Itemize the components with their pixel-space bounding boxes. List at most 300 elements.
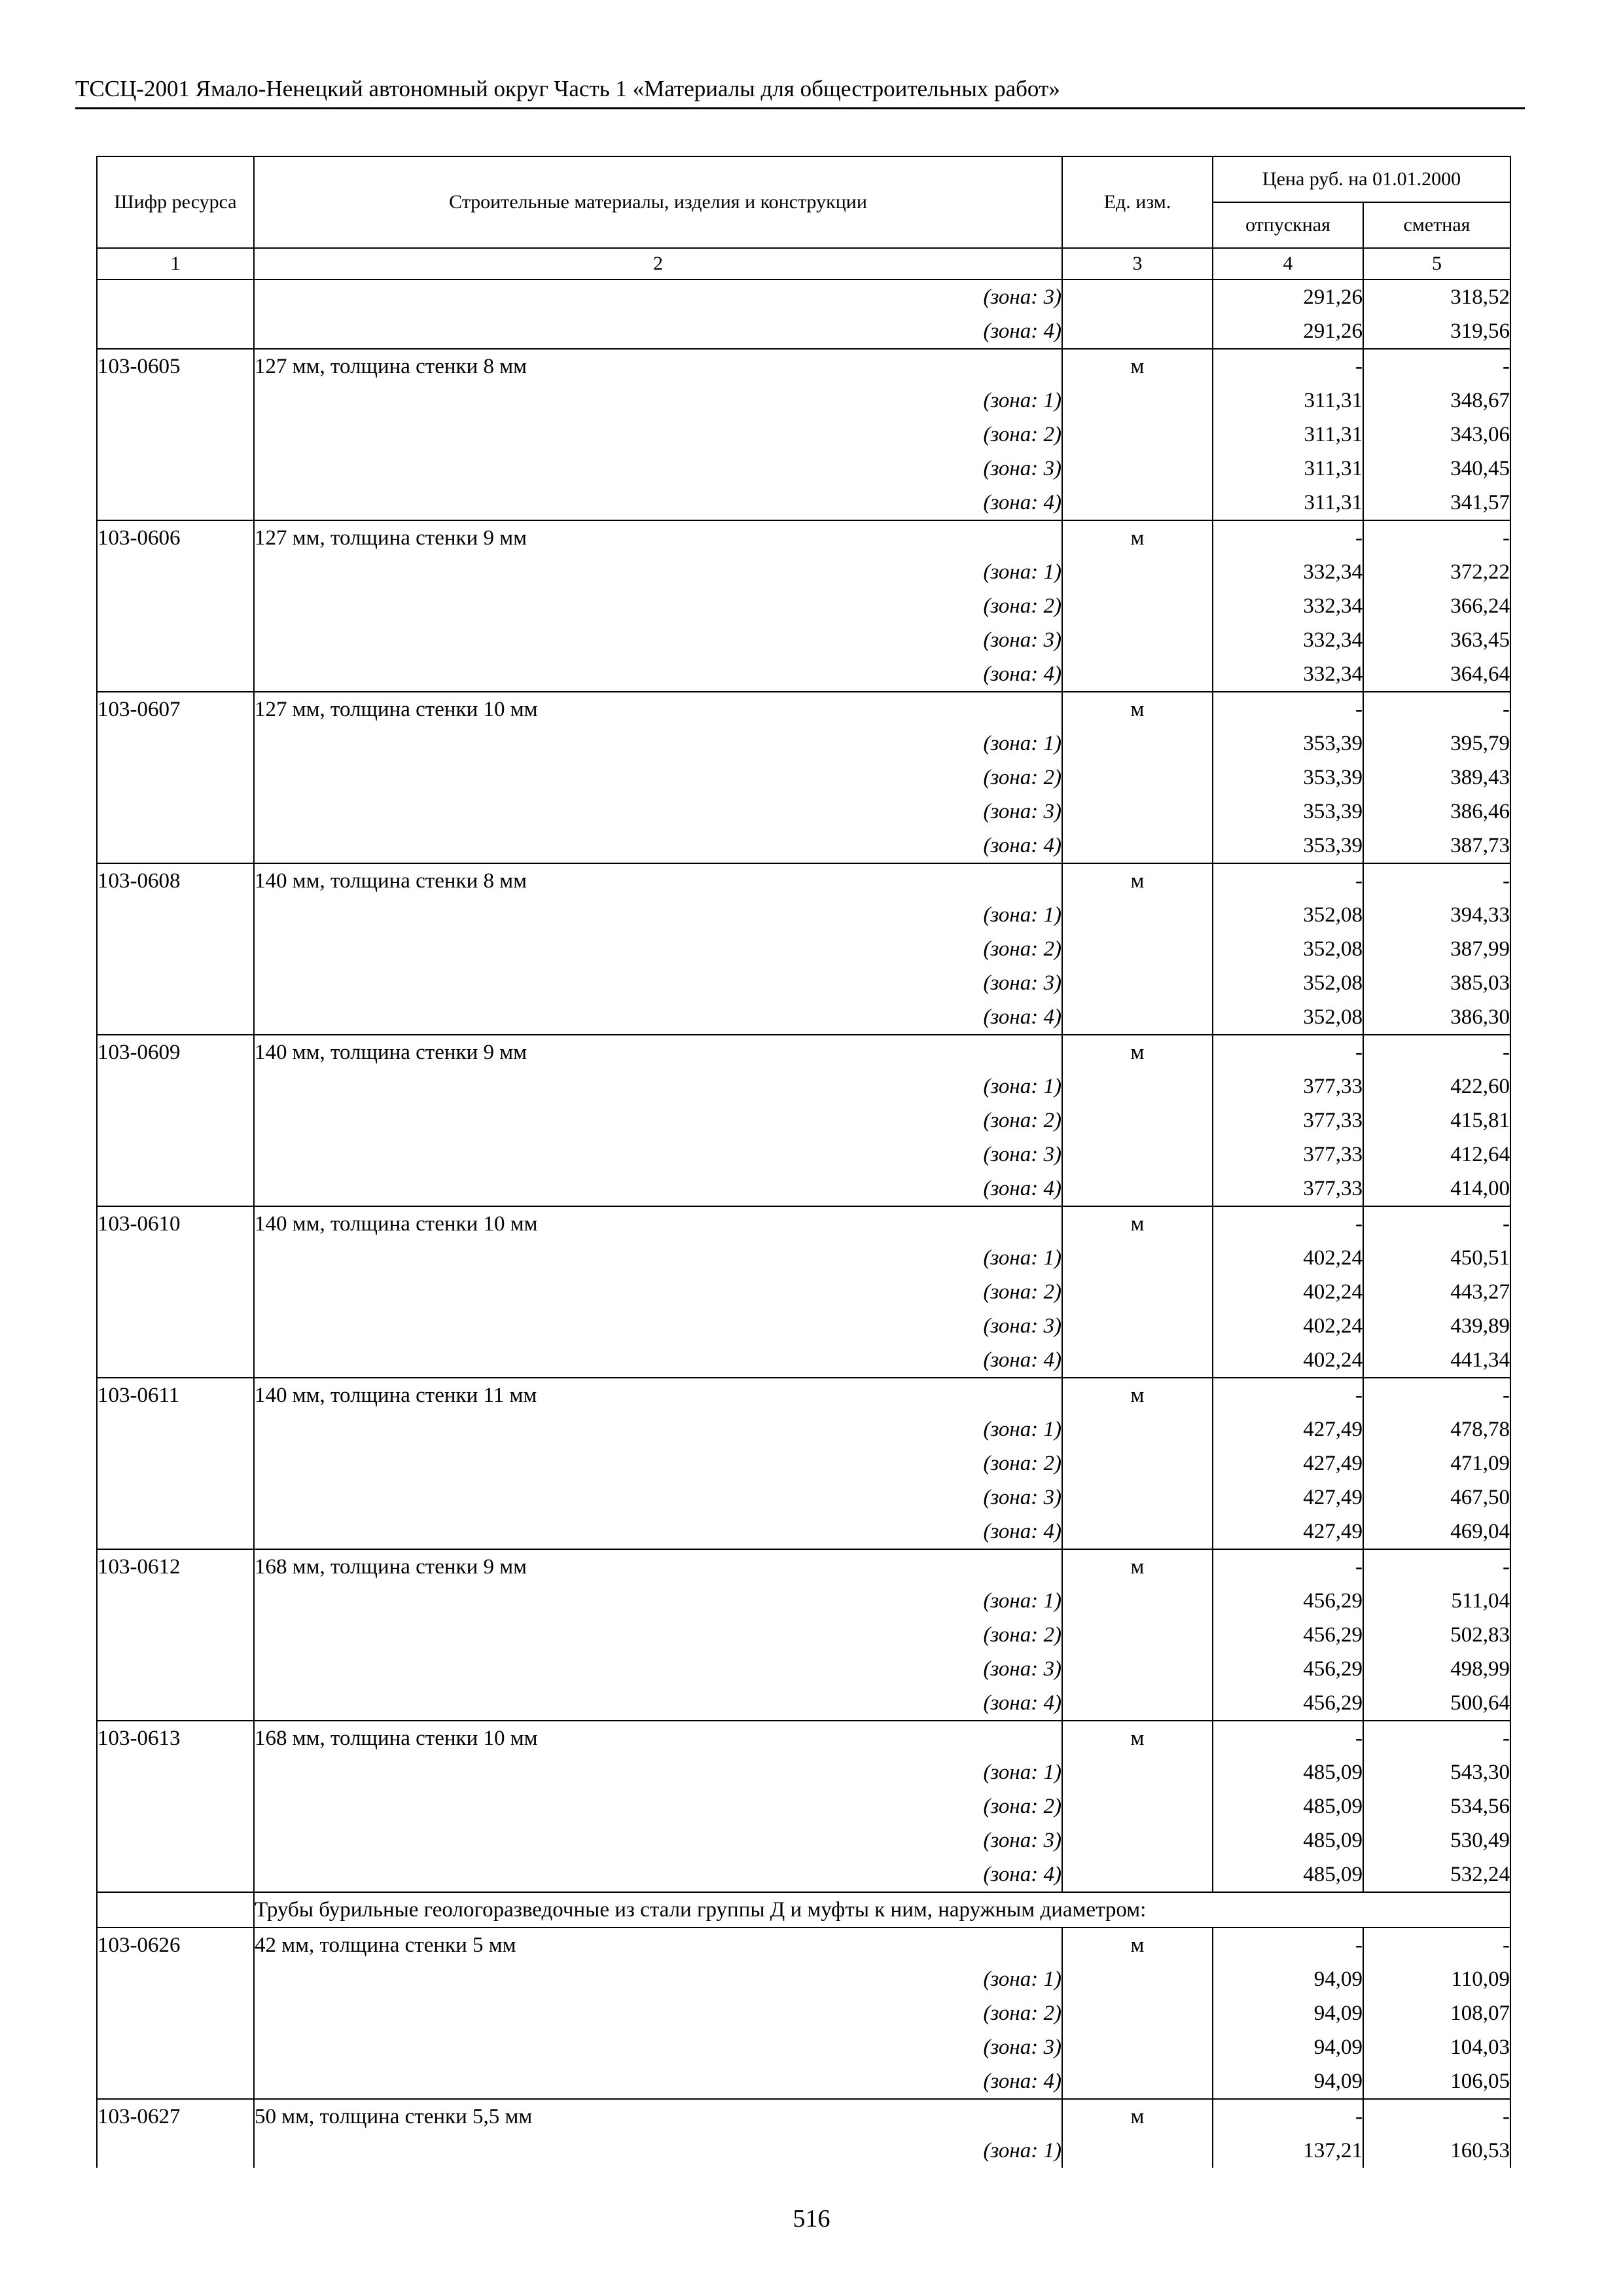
table-row <box>97 1309 1510 1343</box>
zone-label: (зона: 2) <box>254 1446 1062 1480</box>
estimate-price: 422,60 <box>1363 1069 1510 1103</box>
release-price: 94,09 <box>1213 2030 1363 2064</box>
table-row <box>97 2099 1510 2134</box>
estimate-price: 412,64 <box>1363 1138 1510 1172</box>
release-price: 332,34 <box>1213 555 1363 589</box>
table-row <box>97 1721 1510 1755</box>
estimate-price: 385,03 <box>1363 966 1510 1000</box>
estimate-price: 348,67 <box>1363 384 1510 418</box>
col-header-unit: Ед. изм. <box>1062 156 1213 248</box>
release-price: - <box>1213 349 1363 384</box>
resource-code <box>97 1241 254 1275</box>
release-price: 402,24 <box>1213 1343 1363 1378</box>
release-price: 353,39 <box>1213 829 1363 863</box>
zone-label: (зона: 3) <box>254 1823 1062 1857</box>
resource-code <box>97 314 254 349</box>
release-price: - <box>1213 863 1363 898</box>
zone-label: (зона: 3) <box>254 2030 1062 2064</box>
unit <box>1062 2030 1213 2064</box>
zone-label: (зона: 2) <box>254 1103 1062 1138</box>
unit <box>1062 314 1213 349</box>
table-body <box>97 279 1510 2168</box>
resource-code: 103-0613 <box>97 1721 254 1755</box>
release-price: 353,39 <box>1213 726 1363 761</box>
unit <box>1062 1343 1213 1378</box>
resource-code <box>97 452 254 486</box>
release-price: 456,29 <box>1213 1686 1363 1721</box>
estimate-price: 415,81 <box>1363 1103 1510 1138</box>
release-price: 456,29 <box>1213 1652 1363 1686</box>
col-header-release: отпускная <box>1213 202 1363 248</box>
resource-code: 103-0626 <box>97 1928 254 1962</box>
estimate-price: - <box>1363 863 1510 898</box>
unit <box>1062 898 1213 932</box>
material-name: 50 мм, толщина стенки 5,5 мм <box>254 2099 1062 2134</box>
material-name: 168 мм, толщина стенки 9 мм <box>254 1549 1062 1584</box>
release-price: 94,09 <box>1213 1996 1363 2030</box>
table-row <box>97 1378 1510 1412</box>
release-price: 485,09 <box>1213 1857 1363 1892</box>
unit: м <box>1062 692 1213 726</box>
resource-code <box>97 2030 254 2064</box>
release-price: 94,09 <box>1213 1962 1363 1996</box>
unit: м <box>1062 349 1213 384</box>
unit <box>1062 1275 1213 1309</box>
section-row <box>97 1892 1510 1928</box>
release-price: 94,09 <box>1213 2064 1363 2099</box>
resource-code: 103-0611 <box>97 1378 254 1412</box>
unit <box>1062 795 1213 829</box>
release-price: 352,08 <box>1213 1000 1363 1035</box>
zone-label: (зона: 4) <box>254 314 1062 349</box>
table-row <box>97 2134 1510 2168</box>
col-header-estimate: сметная <box>1363 202 1510 248</box>
resource-code: 103-0612 <box>97 1549 254 1584</box>
resource-code <box>97 1515 254 1549</box>
unit <box>1062 1686 1213 1721</box>
estimate-price: 386,30 <box>1363 1000 1510 1035</box>
resource-code: 103-0609 <box>97 1035 254 1069</box>
estimate-price: - <box>1363 1378 1510 1412</box>
material-name: 140 мм, толщина стенки 10 мм <box>254 1206 1062 1241</box>
table-row <box>97 898 1510 932</box>
resource-code <box>97 1755 254 1789</box>
unit <box>1062 1584 1213 1618</box>
resource-code <box>97 898 254 932</box>
release-price: 456,29 <box>1213 1618 1363 1652</box>
table-row <box>97 1823 1510 1857</box>
release-price: 353,39 <box>1213 795 1363 829</box>
release-price: 311,31 <box>1213 418 1363 452</box>
resource-code <box>97 1103 254 1138</box>
unit <box>1062 2134 1213 2168</box>
unit <box>1062 1515 1213 1549</box>
resource-code <box>97 1962 254 1996</box>
zone-label: (зона: 4) <box>254 1515 1062 1549</box>
release-price: 402,24 <box>1213 1275 1363 1309</box>
col-number: 3 <box>1062 248 1213 279</box>
table-row <box>97 829 1510 863</box>
material-name: 140 мм, толщина стенки 8 мм <box>254 863 1062 898</box>
table-row <box>97 1412 1510 1446</box>
resource-code <box>97 1652 254 1686</box>
resource-code <box>97 1309 254 1343</box>
table-row <box>97 1103 1510 1138</box>
release-price: 485,09 <box>1213 1789 1363 1823</box>
zone-label: (зона: 4) <box>254 657 1062 692</box>
resource-code <box>97 795 254 829</box>
resource-code <box>97 1996 254 2030</box>
release-price: 332,34 <box>1213 657 1363 692</box>
estimate-price: 386,46 <box>1363 795 1510 829</box>
estimate-price: 160,53 <box>1363 2134 1510 2168</box>
table-row <box>97 1996 1510 2030</box>
section-code-cell <box>97 1892 254 1928</box>
release-price: 427,49 <box>1213 1412 1363 1446</box>
release-price: 291,26 <box>1213 279 1363 314</box>
zone-label: (зона: 4) <box>254 829 1062 863</box>
page-number: 516 <box>793 2205 830 2233</box>
resource-code <box>97 1480 254 1515</box>
release-price: 427,49 <box>1213 1515 1363 1549</box>
zone-label: (зона: 3) <box>254 279 1062 314</box>
unit <box>1062 1000 1213 1035</box>
resource-code <box>97 966 254 1000</box>
unit: м <box>1062 1721 1213 1755</box>
unit <box>1062 1241 1213 1275</box>
table-row <box>97 966 1510 1000</box>
resource-code <box>97 2134 254 2168</box>
resource-code <box>97 1069 254 1103</box>
table-row <box>97 623 1510 657</box>
zone-label: (зона: 3) <box>254 452 1062 486</box>
unit <box>1062 1755 1213 1789</box>
release-price: 311,31 <box>1213 452 1363 486</box>
resource-code <box>97 1686 254 1721</box>
release-price: 311,31 <box>1213 486 1363 520</box>
unit <box>1062 1789 1213 1823</box>
zone-label: (зона: 2) <box>254 589 1062 623</box>
zone-label: (зона: 1) <box>254 1241 1062 1275</box>
unit: м <box>1062 1928 1213 1962</box>
resource-code: 103-0610 <box>97 1206 254 1241</box>
estimate-price: - <box>1363 520 1510 555</box>
table-row <box>97 1206 1510 1241</box>
zone-label: (зона: 1) <box>254 1069 1062 1103</box>
estimate-price: 532,24 <box>1363 1857 1510 1892</box>
table-row <box>97 863 1510 898</box>
release-price: 377,33 <box>1213 1138 1363 1172</box>
resource-code <box>97 1584 254 1618</box>
table-row <box>97 761 1510 795</box>
zone-label: (зона: 3) <box>254 795 1062 829</box>
table-row <box>97 1652 1510 1686</box>
page-header: ТССЦ-2001 Ямало-Ненецкий автономный округ Часть 1 «Материалы для общестроительных работ» <box>75 73 1525 109</box>
estimate-price: 372,22 <box>1363 555 1510 589</box>
price-table <box>96 156 1511 2168</box>
estimate-price: 500,64 <box>1363 1686 1510 1721</box>
release-price: 332,34 <box>1213 623 1363 657</box>
unit: м <box>1062 520 1213 555</box>
release-price: - <box>1213 1378 1363 1412</box>
resource-code <box>97 486 254 520</box>
unit <box>1062 555 1213 589</box>
unit <box>1062 1412 1213 1446</box>
resource-code <box>97 1823 254 1857</box>
zone-label: (зона: 2) <box>254 1618 1062 1652</box>
release-price: - <box>1213 1035 1363 1069</box>
zone-label: (зона: 4) <box>254 1686 1062 1721</box>
table-row <box>97 1686 1510 1721</box>
unit <box>1062 829 1213 863</box>
table-row <box>97 279 1510 314</box>
resource-code <box>97 932 254 966</box>
material-name: 42 мм, толщина стенки 5 мм <box>254 1928 1062 1962</box>
table-row <box>97 555 1510 589</box>
resource-code <box>97 1446 254 1480</box>
table-row <box>97 1857 1510 1892</box>
release-price: 402,24 <box>1213 1309 1363 1343</box>
zone-label: (зона: 2) <box>254 1789 1062 1823</box>
unit <box>1062 1138 1213 1172</box>
material-name: 127 мм, толщина стенки 9 мм <box>254 520 1062 555</box>
estimate-price: 543,30 <box>1363 1755 1510 1789</box>
table-row <box>97 1962 1510 1996</box>
estimate-price: 502,83 <box>1363 1618 1510 1652</box>
table-row <box>97 1069 1510 1103</box>
zone-label: (зона: 1) <box>254 898 1062 932</box>
estimate-price: - <box>1363 349 1510 384</box>
table-row <box>97 1480 1510 1515</box>
release-price: - <box>1213 1549 1363 1584</box>
unit <box>1062 1996 1213 2030</box>
resource-code <box>97 589 254 623</box>
unit <box>1062 1618 1213 1652</box>
col-header-code: Шифр ресурса <box>97 156 254 248</box>
material-name: 140 мм, толщина стенки 9 мм <box>254 1035 1062 1069</box>
table-row <box>97 1035 1510 1069</box>
unit <box>1062 1309 1213 1343</box>
release-price: - <box>1213 2099 1363 2134</box>
zone-label: (зона: 4) <box>254 1000 1062 1035</box>
zone-label: (зона: 2) <box>254 932 1062 966</box>
estimate-price: 439,89 <box>1363 1309 1510 1343</box>
resource-code <box>97 555 254 589</box>
table-row <box>97 1789 1510 1823</box>
material-name: 168 мм, толщина стенки 10 мм <box>254 1721 1062 1755</box>
unit <box>1062 589 1213 623</box>
estimate-price: 441,34 <box>1363 1343 1510 1378</box>
zone-label: (зона: 2) <box>254 1996 1062 2030</box>
col-number: 5 <box>1363 248 1510 279</box>
resource-code <box>97 761 254 795</box>
release-price: 352,08 <box>1213 966 1363 1000</box>
table-row <box>97 692 1510 726</box>
estimate-price: 471,09 <box>1363 1446 1510 1480</box>
col-number: 4 <box>1213 248 1363 279</box>
table-row <box>97 1584 1510 1618</box>
unit: м <box>1062 1549 1213 1584</box>
resource-code: 103-0607 <box>97 692 254 726</box>
zone-label: (зона: 3) <box>254 1480 1062 1515</box>
estimate-price: 534,56 <box>1363 1789 1510 1823</box>
estimate-price: 498,99 <box>1363 1652 1510 1686</box>
table-row <box>97 1755 1510 1789</box>
resource-code <box>97 1172 254 1206</box>
release-price: 485,09 <box>1213 1755 1363 1789</box>
col-number: 1 <box>97 248 254 279</box>
unit <box>1062 726 1213 761</box>
estimate-price: 340,45 <box>1363 452 1510 486</box>
table-row <box>97 1343 1510 1378</box>
release-price: 427,49 <box>1213 1480 1363 1515</box>
estimate-price: 319,56 <box>1363 314 1510 349</box>
resource-code <box>97 1343 254 1378</box>
estimate-price: 387,99 <box>1363 932 1510 966</box>
zone-label: (зона: 2) <box>254 418 1062 452</box>
estimate-price: - <box>1363 1549 1510 1584</box>
zone-label: (зона: 4) <box>254 1857 1062 1892</box>
resource-code <box>97 1618 254 1652</box>
table-row <box>97 1618 1510 1652</box>
unit <box>1062 279 1213 314</box>
estimate-price: 478,78 <box>1363 1412 1510 1446</box>
table-row <box>97 418 1510 452</box>
estimate-price: 343,06 <box>1363 418 1510 452</box>
estimate-price: 469,04 <box>1363 1515 1510 1549</box>
zone-label: (зона: 3) <box>254 623 1062 657</box>
table-row <box>97 1000 1510 1035</box>
release-price: - <box>1213 692 1363 726</box>
zone-label: (зона: 4) <box>254 1172 1062 1206</box>
release-price: 353,39 <box>1213 761 1363 795</box>
zone-label: (зона: 1) <box>254 1962 1062 1996</box>
zone-label: (зона: 4) <box>254 486 1062 520</box>
resource-code <box>97 384 254 418</box>
release-price: 352,08 <box>1213 932 1363 966</box>
unit: м <box>1062 863 1213 898</box>
unit <box>1062 1103 1213 1138</box>
release-price: 377,33 <box>1213 1069 1363 1103</box>
estimate-price: - <box>1363 1035 1510 1069</box>
resource-code <box>97 829 254 863</box>
table-row <box>97 520 1510 555</box>
unit <box>1062 1962 1213 1996</box>
unit: м <box>1062 1035 1213 1069</box>
estimate-price: 389,43 <box>1363 761 1510 795</box>
unit <box>1062 1652 1213 1686</box>
estimate-price: - <box>1363 1928 1510 1962</box>
resource-code: 103-0606 <box>97 520 254 555</box>
unit <box>1062 1857 1213 1892</box>
estimate-price: 511,04 <box>1363 1584 1510 1618</box>
unit <box>1062 623 1213 657</box>
resource-code <box>97 657 254 692</box>
resource-code <box>97 279 254 314</box>
release-price: 377,33 <box>1213 1172 1363 1206</box>
table-row <box>97 726 1510 761</box>
unit <box>1062 657 1213 692</box>
resource-code <box>97 623 254 657</box>
estimate-price: 364,64 <box>1363 657 1510 692</box>
estimate-price: - <box>1363 692 1510 726</box>
zone-label: (зона: 1) <box>254 555 1062 589</box>
table-row <box>97 486 1510 520</box>
estimate-price: 366,24 <box>1363 589 1510 623</box>
resource-code <box>97 1275 254 1309</box>
release-price: 402,24 <box>1213 1241 1363 1275</box>
estimate-price: 450,51 <box>1363 1241 1510 1275</box>
table-row <box>97 589 1510 623</box>
estimate-price: 106,05 <box>1363 2064 1510 2099</box>
estimate-price: 363,45 <box>1363 623 1510 657</box>
col-header-price: Цена руб. на 01.01.2000 <box>1213 156 1510 202</box>
table-row <box>97 795 1510 829</box>
unit <box>1062 761 1213 795</box>
zone-label: (зона: 2) <box>254 761 1062 795</box>
table-row <box>97 1172 1510 1206</box>
table-row <box>97 1138 1510 1172</box>
unit <box>1062 418 1213 452</box>
zone-label: (зона: 1) <box>254 1584 1062 1618</box>
release-price: 332,34 <box>1213 589 1363 623</box>
release-price: - <box>1213 520 1363 555</box>
material-name: 127 мм, толщина стенки 8 мм <box>254 349 1062 384</box>
zone-label: (зона: 1) <box>254 1412 1062 1446</box>
release-price: 311,31 <box>1213 384 1363 418</box>
release-price: 291,26 <box>1213 314 1363 349</box>
release-price: 485,09 <box>1213 1823 1363 1857</box>
zone-label: (зона: 2) <box>254 1275 1062 1309</box>
unit <box>1062 1069 1213 1103</box>
material-name: 127 мм, толщина стенки 10 мм <box>254 692 1062 726</box>
resource-code <box>97 1138 254 1172</box>
resource-code <box>97 1789 254 1823</box>
unit <box>1062 1446 1213 1480</box>
release-price: - <box>1213 1206 1363 1241</box>
resource-code <box>97 1857 254 1892</box>
section-title: Трубы бурильные геологоразведочные из стали группы Д и муфты к ним, наружным диаметром: <box>254 1892 1510 1928</box>
unit <box>1062 1172 1213 1206</box>
release-price: 377,33 <box>1213 1103 1363 1138</box>
estimate-price: 443,27 <box>1363 1275 1510 1309</box>
resource-code <box>97 1000 254 1035</box>
resource-code: 103-0627 <box>97 2099 254 2134</box>
table-row <box>97 2064 1510 2099</box>
estimate-price: 394,33 <box>1363 898 1510 932</box>
table-row <box>97 314 1510 349</box>
table-row <box>97 1515 1510 1549</box>
col-header-name: Строительные материалы, изделия и конструкции <box>254 156 1062 248</box>
table-row <box>97 384 1510 418</box>
col-number: 2 <box>254 248 1062 279</box>
estimate-price: 414,00 <box>1363 1172 1510 1206</box>
estimate-price: 530,49 <box>1363 1823 1510 1857</box>
table-row <box>97 657 1510 692</box>
release-price: 427,49 <box>1213 1446 1363 1480</box>
material-name: 140 мм, толщина стенки 11 мм <box>254 1378 1062 1412</box>
estimate-price: 108,07 <box>1363 1996 1510 2030</box>
table-row <box>97 452 1510 486</box>
zone-label: (зона: 1) <box>254 726 1062 761</box>
resource-code: 103-0605 <box>97 349 254 384</box>
zone-label: (зона: 4) <box>254 1343 1062 1378</box>
unit <box>1062 384 1213 418</box>
release-price: - <box>1213 1928 1363 1962</box>
unit <box>1062 1480 1213 1515</box>
zone-label: (зона: 3) <box>254 966 1062 1000</box>
zone-label: (зона: 1) <box>254 384 1062 418</box>
